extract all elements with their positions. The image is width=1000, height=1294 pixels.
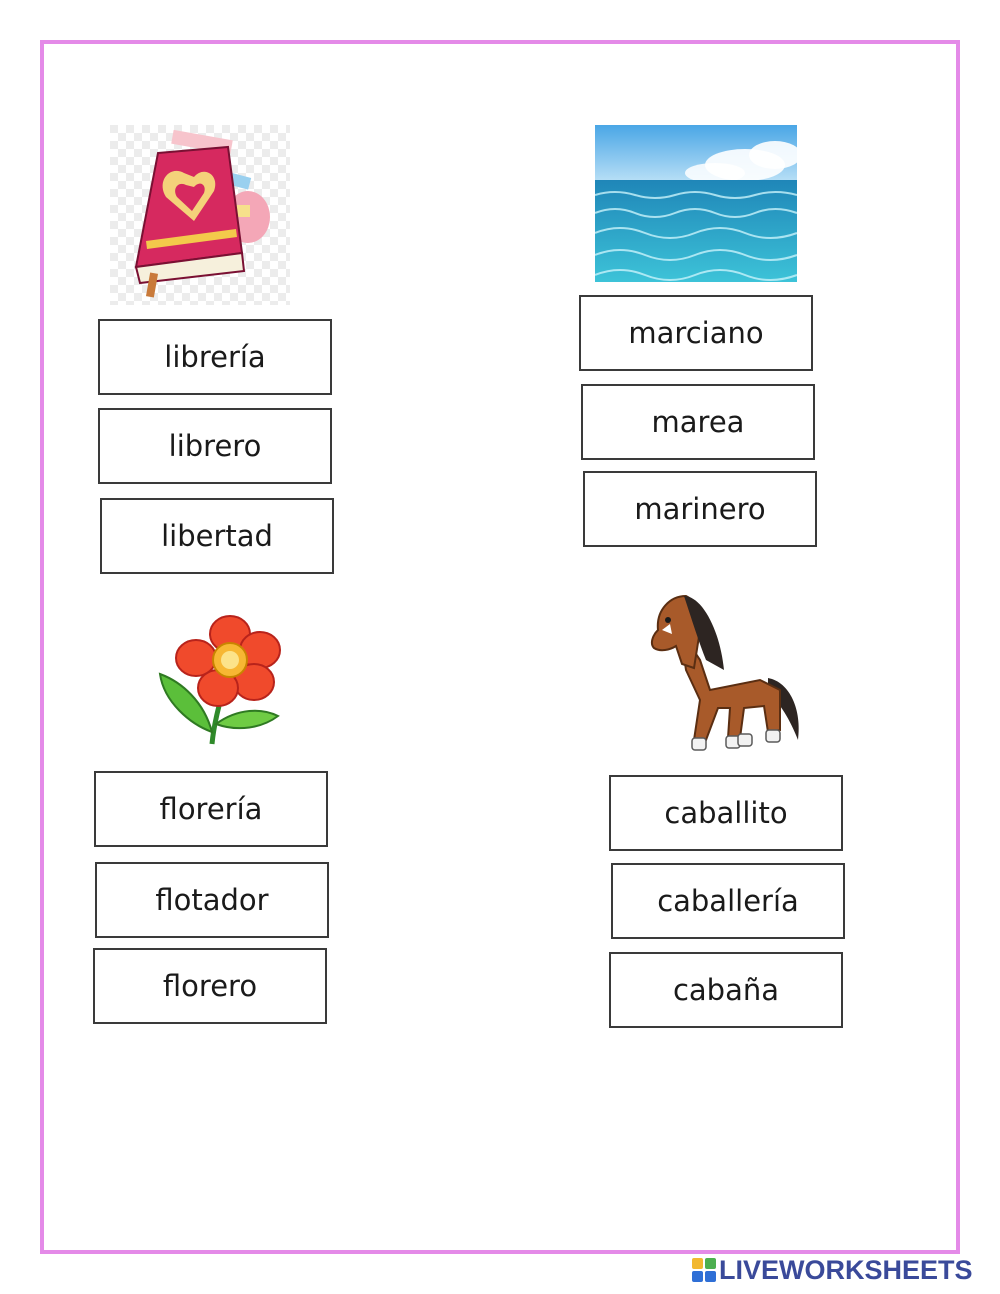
word-option-caballito[interactable]: caballito: [609, 775, 843, 851]
horse-icon: [640, 590, 810, 770]
word-option-librero[interactable]: librero: [98, 408, 332, 484]
liveworksheets-logo-icon: [692, 1258, 716, 1282]
word-option-libertad[interactable]: libertad: [100, 498, 334, 574]
word-option-marinero[interactable]: marinero: [583, 471, 817, 547]
word-option-marea[interactable]: marea: [581, 384, 815, 460]
word-option-libreria[interactable]: librería: [98, 319, 332, 395]
flower-icon: [150, 612, 300, 752]
word-option-caballeria[interactable]: caballería: [611, 863, 845, 939]
book-icon: [110, 125, 290, 305]
sea-icon: [595, 125, 797, 282]
word-option-floreria[interactable]: florería: [94, 771, 328, 847]
liveworksheets-logo-text: LIVEWORKSHEETS: [719, 1254, 973, 1285]
word-option-cabana[interactable]: cabaña: [609, 952, 843, 1028]
liveworksheets-logo: [692, 1254, 973, 1286]
word-option-marciano[interactable]: marciano: [579, 295, 813, 371]
word-option-florero[interactable]: florero: [93, 948, 327, 1024]
word-option-flotador[interactable]: flotador: [95, 862, 329, 938]
